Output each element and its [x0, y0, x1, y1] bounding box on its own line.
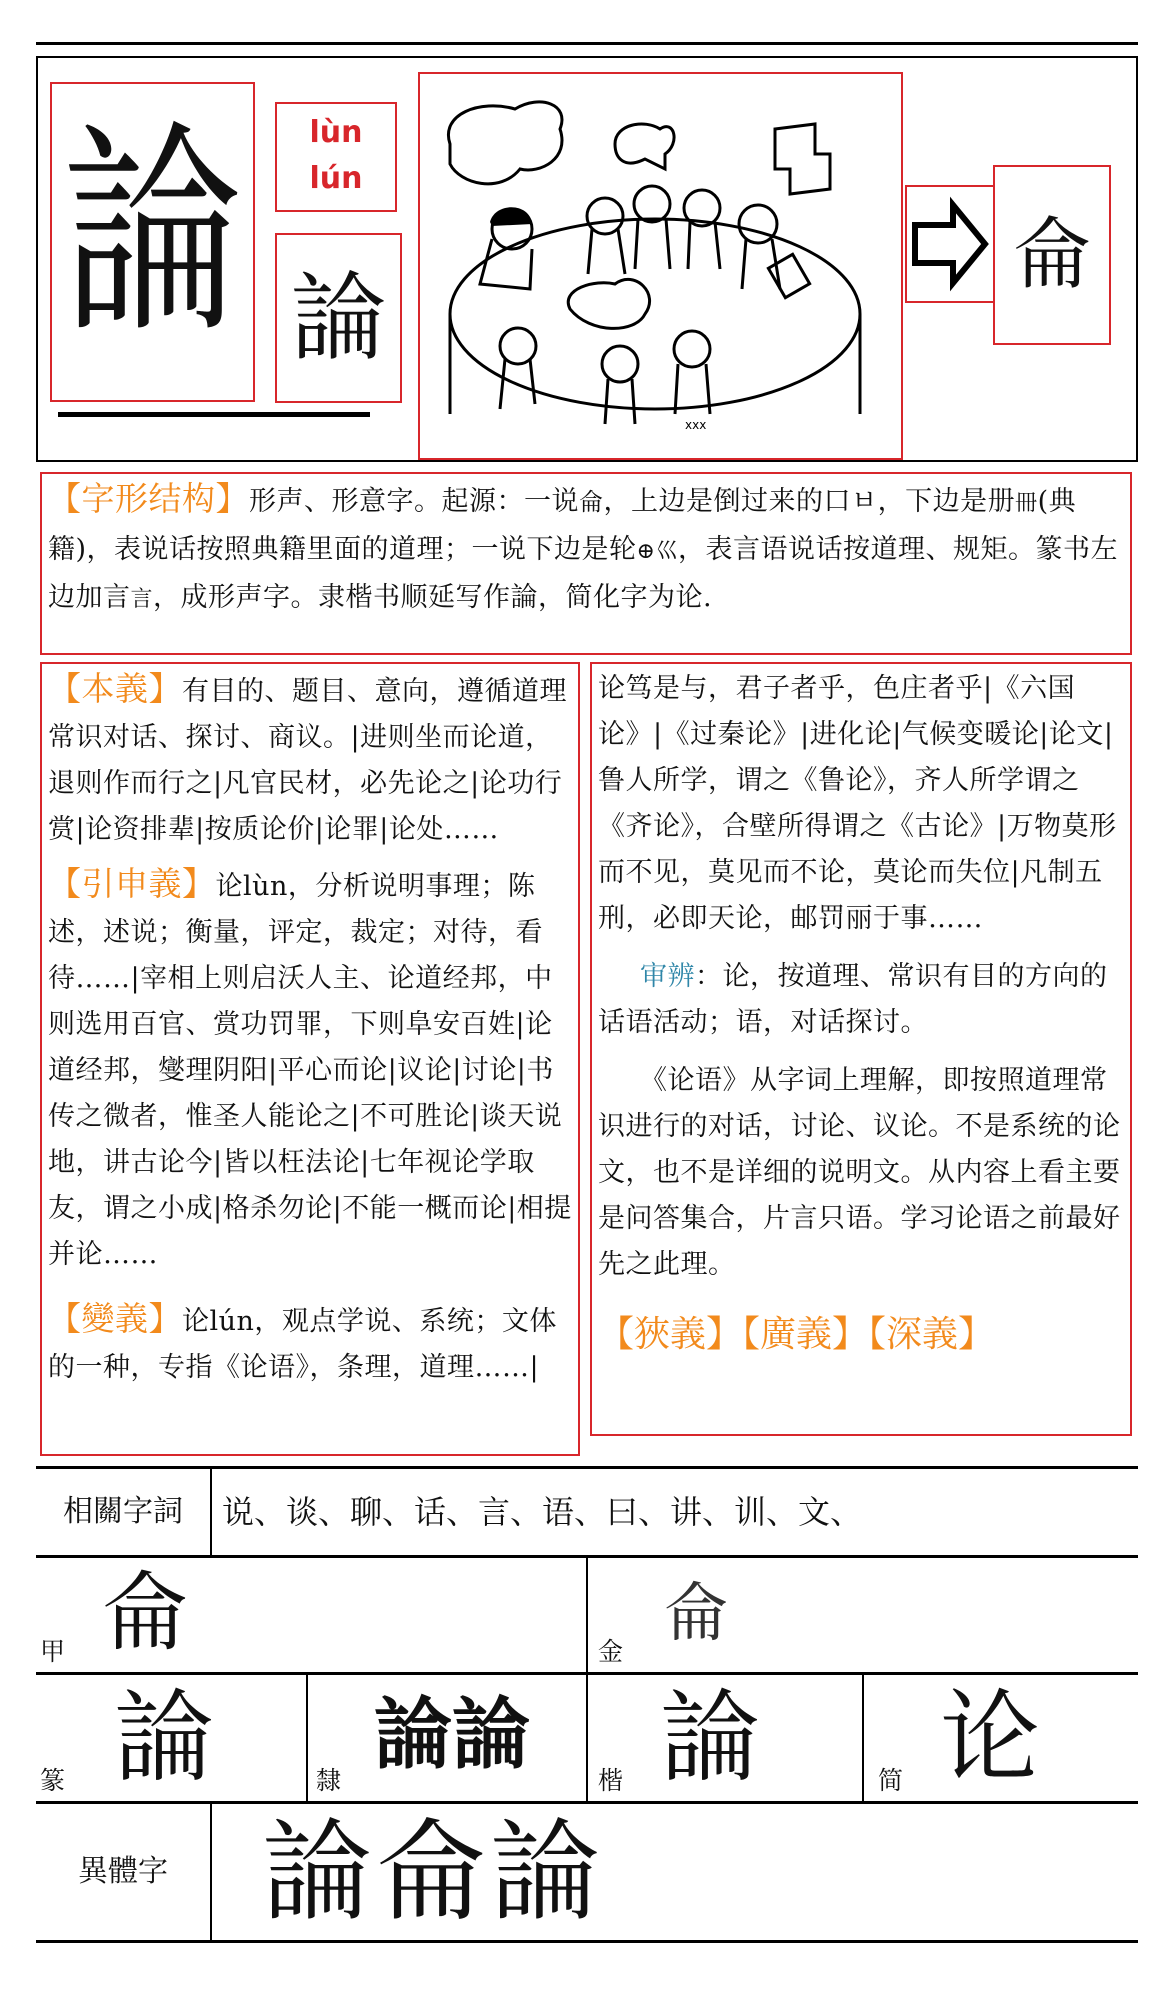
gs-text-1: 形声、形意字。起源：一说	[249, 486, 579, 517]
top-rule	[36, 42, 1138, 45]
seal-underline	[58, 412, 370, 417]
jian-char: 论	[940, 1679, 1040, 1796]
jian-label: 简	[878, 1766, 904, 1795]
svg-text:xxx: xxx	[685, 418, 707, 432]
gs-inline-4: ⊕巛	[636, 539, 678, 564]
kai-char: 論	[660, 1679, 760, 1796]
jin-label: 金	[598, 1637, 624, 1666]
gs-text-4: (典籍)，表说话按照典籍里面的道理；一说下边是轮	[48, 486, 1077, 565]
broad-meaning-tag: 【廣義】	[742, 1314, 869, 1355]
jia-cell	[36, 1558, 586, 1672]
gs-inline-2: ㅂ	[851, 486, 878, 517]
meanings-right-column	[590, 662, 1132, 1436]
seal-char-box	[50, 82, 255, 402]
jin-cell	[588, 1558, 1138, 1672]
zhuan-cell	[36, 1675, 306, 1801]
gs-text-6: ，成形声字。隶楷书顺延写作	[153, 582, 511, 613]
li-cell	[308, 1675, 586, 1801]
glyph-structure-tag: 【字形结构】	[48, 479, 249, 518]
gs-inline-1: 侖	[579, 488, 604, 516]
gs-inline-3: 冊	[1015, 491, 1038, 516]
glyph-structure-paragraph	[48, 476, 1122, 623]
gs-text-5: ，表言语说话按道理、规矩。篆书左边加言	[48, 534, 1118, 613]
meanings-left-column	[40, 662, 580, 1456]
bianyi-tag: 【變義】	[48, 1299, 182, 1338]
shenbian-label: 审辨	[640, 961, 695, 992]
oracle-char-box	[993, 165, 1111, 345]
jia-char: 侖	[102, 1563, 188, 1663]
header-right-line	[1136, 56, 1138, 462]
gs-inline-6: 論	[510, 582, 539, 613]
jian-cell	[864, 1675, 1138, 1801]
benyi-tag: 【本義】	[48, 669, 182, 708]
li-chars: 論論	[374, 1689, 531, 1780]
bianyi-text: 论lún，观点学说、系统；文体的一种，专指《论语》，条理，道理……|	[48, 1306, 557, 1383]
related-divider	[210, 1469, 212, 1555]
yinshen-text: 论lùn，分析说明事理；陈述，述说；衡量，评定，裁定；对待，看待……|宰相上则启沃人主、论道经邦，中则选用百官、赏功罚罪，下则阜安百姓|论道经邦，燮理阴阳|平心而论|议论|讨论|书传之微者，惟圣人能论之|不可胜论|谈天说地，讲古论今|皆以枉法论|七年视论学取友，谓之小成|格杀勿论|不能一概而论|相提并论……	[48, 871, 572, 1270]
meaning-tags	[598, 1306, 1124, 1357]
kai-label: 楷	[598, 1766, 624, 1795]
regular-char-box	[275, 233, 402, 403]
kai-cell	[588, 1675, 862, 1801]
yinshen-tag: 【引申義】	[48, 864, 216, 903]
jin-char: 侖	[664, 1577, 728, 1651]
variants-divider	[210, 1804, 212, 1940]
right-arrow-icon	[907, 187, 993, 301]
pinyin-box	[275, 102, 397, 212]
deep-meaning-tag: 【深義】	[868, 1314, 995, 1355]
variants-bottom-line	[36, 1940, 1138, 1943]
li-label: 隸	[316, 1766, 342, 1795]
shenbian-text: ：论，按道理、常识有目的方向的话语活动；语，对话探讨。	[598, 961, 1108, 1038]
related-label: 相關字詞	[63, 1494, 183, 1529]
regular-char: 論	[290, 262, 387, 374]
pinyin-lun4: lùn	[309, 115, 363, 150]
gs-inline-5: 言	[130, 587, 154, 612]
related-words: 说、谈、聊、话、言、语、曰、讲、训、文、	[222, 1493, 863, 1531]
pinyin-lun2: lún	[309, 161, 363, 196]
header-left-line	[36, 56, 38, 462]
variants-label: 異體字	[78, 1854, 168, 1889]
shenbian-paragraph	[598, 954, 1124, 1046]
continued-examples: 论笃是与，君子者乎，色庄者乎|《六国论》|《过秦论》|进化论|气候变暖论|论文|鲁人所学，谓之《鲁论》，齐人所学谓之《齐论》，合壁所得谓之《古论》|万物莫形而不见，莫见而不论，莫论而失位|凡制五刑，必即天论，邮罚丽于事……	[598, 673, 1117, 934]
benyi-text: 有目的、题目、意向，遵循道理常识对话、探讨、商议。|进则坐而论道，退则作而行之|凡官民材，必先论之|论功行赏|论资排辈|按质论价|论罪|论处……	[48, 676, 567, 845]
gs-text-3: ，下边是册	[877, 486, 1016, 517]
variant-chars: 論侖論	[262, 1808, 604, 1936]
gs-inline-7: 论	[675, 582, 704, 613]
benyi-paragraph	[48, 666, 574, 853]
zhuan-label: 篆	[40, 1766, 66, 1795]
arrow-box	[905, 185, 995, 303]
round-table-drawing	[420, 74, 901, 458]
discussion-illustration	[418, 72, 903, 460]
jia-label: 甲	[40, 1637, 66, 1666]
oracle-char: 侖	[1012, 210, 1091, 300]
narrow-meaning-tag: 【狹義】	[598, 1314, 743, 1355]
gs-text-8: .	[703, 582, 713, 613]
seal-char: 論	[62, 102, 243, 364]
glyph-structure-section	[40, 472, 1132, 655]
zhuan-char: 論	[114, 1679, 214, 1796]
bianyi-paragraph	[48, 1296, 574, 1391]
yinshen-paragraph	[48, 861, 574, 1278]
gs-text-2: ，上边是倒过来的口	[603, 486, 851, 517]
lunyu-paragraph: 《论语》从字词上理解，即按照道理常识进行的对话，讨论、议论。不是系统的论文，也不是详细的说明文。从内容上看主要是问答集合，片言只语。学习论语之前最好先之此理。	[598, 1065, 1121, 1280]
gs-text-7: ，简化字为	[538, 582, 676, 613]
